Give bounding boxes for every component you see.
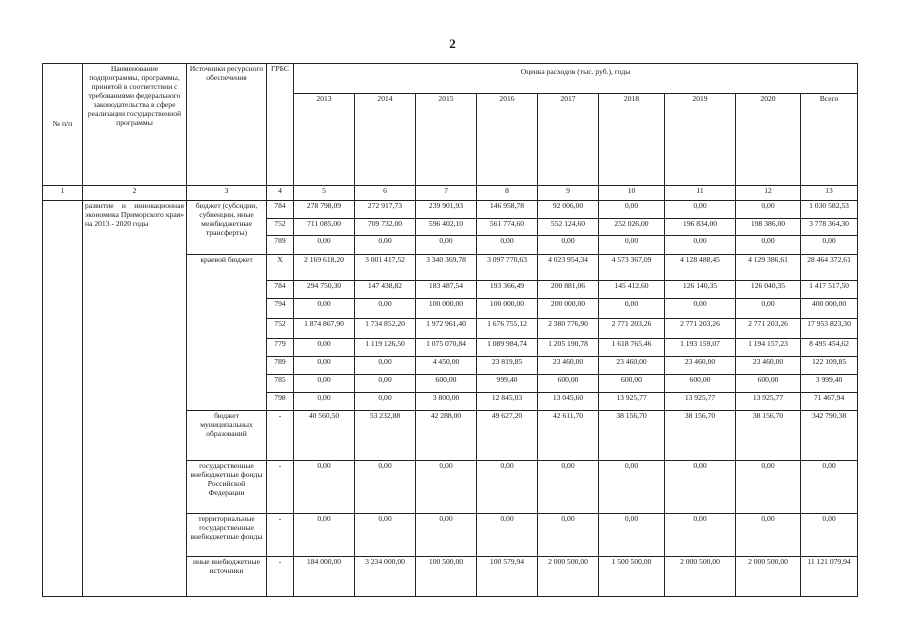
year-value-cell: 0,00 [294,393,355,411]
year-value-cell: 100 000,00 [477,299,538,319]
year-value-cell: 0,00 [294,514,355,557]
year-value-cell: 0,00 [599,514,665,557]
total-value-cell: 122 109,85 [801,357,858,375]
year-value-cell: 38 156,70 [736,411,801,461]
year-value-cell: 1 618 765,46 [599,339,665,357]
year-value-cell: 0,00 [355,299,416,319]
grbs-code-cell: 794 [267,299,294,319]
year-value-cell: 3 800,00 [416,393,477,411]
header-year: 2013 [294,94,355,186]
expenditure-table [42,63,858,597]
year-value-cell: 4 450,00 [416,357,477,375]
year-value-cell: 1 119 126,50 [355,339,416,357]
year-value-cell: 0,00 [665,461,736,514]
year-value-cell: 100 579,94 [477,557,538,597]
header-year: 2015 [416,94,477,186]
header-year: 2017 [538,94,599,186]
column-number: 8 [477,186,538,201]
total-value-cell: 0,00 [801,461,858,514]
year-value-cell: 294 750,30 [294,281,355,299]
year-value-cell: 552 124,60 [538,219,599,236]
grbs-code-cell: - [267,461,294,514]
year-value-cell: 2 380 776,90 [538,319,599,339]
year-value-cell: 0,00 [665,236,736,255]
year-value-cell: 23 819,85 [477,357,538,375]
year-value-cell: 2 771 203,26 [599,319,665,339]
year-value-cell: 2 169 618,20 [294,255,355,281]
total-value-cell: 3 999,40 [801,375,858,393]
year-value-cell: 38 156,70 [665,411,736,461]
year-value-cell: 0,00 [355,357,416,375]
year-value-cell: 0,00 [416,236,477,255]
year-value-cell: 23 460,00 [599,357,665,375]
table-body [43,201,858,597]
year-value-cell: 4 128 488,45 [665,255,736,281]
year-value-cell: 13 925,77 [599,393,665,411]
year-value-cell: 1 089 984,74 [477,339,538,357]
total-value-cell: 0,00 [801,514,858,557]
year-value-cell: 1 874 867,90 [294,319,355,339]
year-value-cell: 0,00 [477,514,538,557]
column-number: 5 [294,186,355,201]
year-value-cell: 0,00 [294,461,355,514]
year-value-cell: 53 232,88 [355,411,416,461]
year-value-cell: 126 040,35 [736,281,801,299]
grbs-code-cell: 798 [267,393,294,411]
year-value-cell: 0,00 [477,236,538,255]
column-number: 13 [801,186,858,201]
grbs-code-cell: 789 [267,357,294,375]
year-value-cell: 3 234 000,00 [355,557,416,597]
column-number: 9 [538,186,599,201]
year-value-cell: 3 001 417,52 [355,255,416,281]
year-value-cell: 239 901,93 [416,201,477,219]
year-value-cell: 92 006,00 [538,201,599,219]
year-value-cell: 200 881,06 [538,281,599,299]
year-value-cell: 147 438,82 [355,281,416,299]
total-value-cell: 400 000,00 [801,299,858,319]
year-value-cell: 2 000 500,00 [538,557,599,597]
year-value-cell: 600,00 [665,375,736,393]
year-value-cell: 4 129 386,61 [736,255,801,281]
year-value-cell: 0,00 [599,201,665,219]
year-value-cell: 126 140,35 [665,281,736,299]
year-value-cell: 1 734 852,20 [355,319,416,339]
year-value-cell: 2 000 500,00 [736,557,801,597]
total-value-cell: 11 121 079,94 [801,557,858,597]
year-value-cell: 0,00 [736,461,801,514]
total-value-cell: 1 030 582,53 [801,201,858,219]
column-number-row [43,186,858,201]
year-value-cell: 13 925,77 [665,393,736,411]
funding-source-cell: иные внебюджетные источники [187,557,267,597]
year-value-cell: 38 156,70 [599,411,665,461]
header-program-name: Наименование подпрограммы, программы, принятой в соответствии с требованиями федерального законодательства в сфере реализации государственной программы [83,64,187,186]
year-value-cell: 3 340 369,78 [416,255,477,281]
program-name-cell: развитие и инновационная экономика Приморского края» на 2013 - 2020 годы [83,201,187,597]
year-value-cell: 0,00 [416,514,477,557]
total-value-cell: 8 495 454,62 [801,339,858,357]
year-value-cell: 0,00 [294,299,355,319]
year-value-cell: 0,00 [665,514,736,557]
year-value-cell: 0,00 [538,514,599,557]
year-value-cell: 999,40 [477,375,538,393]
year-value-cell: 0,00 [736,236,801,255]
grbs-code-cell: 789 [267,236,294,255]
column-number: 10 [599,186,665,201]
year-value-cell: 196 834,00 [665,219,736,236]
year-value-cell: 1 075 070,84 [416,339,477,357]
year-value-cell: 0,00 [736,299,801,319]
year-value-cell: 561 774,60 [477,219,538,236]
funding-source-cell: бюджет (субсидии, субвенции, иные межбюджетные трансферты) [187,201,267,255]
row-number-cell [43,201,83,597]
year-value-cell: 0,00 [294,357,355,375]
year-value-cell: 596 402,10 [416,219,477,236]
year-value-cell: 1 676 755,12 [477,319,538,339]
year-value-cell: 4 573 367,09 [599,255,665,281]
year-value-cell: 198 386,00 [736,219,801,236]
year-value-cell: 1 500 500,00 [599,557,665,597]
year-value-cell: 1 205 190,78 [538,339,599,357]
year-value-cell: 2 000 500,00 [665,557,736,597]
grbs-code-cell: X [267,255,294,281]
year-value-cell: 0,00 [665,299,736,319]
grbs-code-cell: - [267,514,294,557]
year-value-cell: 0,00 [294,236,355,255]
year-value-cell: 1 972 961,40 [416,319,477,339]
year-value-cell: 709 732,00 [355,219,416,236]
page-number: 2 [449,36,456,51]
year-value-cell: 600,00 [599,375,665,393]
header-year: 2014 [355,94,416,186]
header-year: 2018 [599,94,665,186]
year-value-cell: 600,00 [736,375,801,393]
year-value-cell: 184 000,00 [294,557,355,597]
header-total: Всего [801,94,858,186]
year-value-cell: 1 194 157,23 [736,339,801,357]
year-value-cell: 0,00 [665,201,736,219]
year-value-cell: 2 771 203,26 [665,319,736,339]
header-sources: Источники ресурсного обеспечения [187,64,267,186]
grbs-code-cell: - [267,411,294,461]
column-number: 2 [83,186,187,201]
table-header [43,64,858,201]
year-value-cell: 145 412,60 [599,281,665,299]
year-value-cell: 0,00 [355,514,416,557]
total-value-cell: 3 778 364,30 [801,219,858,236]
year-value-cell: 100 000,00 [416,299,477,319]
header-estimate: Оценка расходов (тыс. руб.), годы [294,64,858,94]
year-value-cell: 42 288,00 [416,411,477,461]
year-value-cell: 200 000,00 [538,299,599,319]
year-value-cell: 0,00 [416,461,477,514]
year-value-cell: 0,00 [599,236,665,255]
year-value-cell: 600,00 [538,375,599,393]
year-value-cell: 100 500,00 [416,557,477,597]
year-value-cell: 193 366,49 [477,281,538,299]
column-number: 7 [416,186,477,201]
total-value-cell: 28 464 372,61 [801,255,858,281]
table-row [43,201,858,219]
year-value-cell: 23 460,00 [538,357,599,375]
year-value-cell: 0,00 [736,201,801,219]
grbs-code-cell: 779 [267,339,294,357]
header-number: № п/п [43,64,83,186]
year-value-cell: 2 771 203,26 [736,319,801,339]
header-grbs: ГРБС [267,64,294,186]
year-value-cell: 1 193 159,07 [665,339,736,357]
funding-source-cell: краевой бюджет [187,255,267,411]
funding-source-cell: государственные внебюджетные фонды Российской Федерации [187,461,267,514]
year-value-cell: 146 958,78 [477,201,538,219]
header-year: 2020 [736,94,801,186]
year-value-cell: 0,00 [355,461,416,514]
grbs-code-cell: 784 [267,201,294,219]
year-value-cell: 0,00 [355,393,416,411]
year-value-cell: 0,00 [477,461,538,514]
grbs-code-cell: 784 [267,281,294,299]
grbs-code-cell: 752 [267,219,294,236]
column-number: 6 [355,186,416,201]
total-value-cell: 17 953 823,30 [801,319,858,339]
year-value-cell: 0,00 [355,375,416,393]
total-value-cell: 0,00 [801,236,858,255]
grbs-code-cell: 785 [267,375,294,393]
total-value-cell: 71 467,94 [801,393,858,411]
year-value-cell: 13 045,60 [538,393,599,411]
year-value-cell: 0,00 [538,461,599,514]
year-value-cell: 0,00 [294,339,355,357]
year-value-cell: 23 460,00 [736,357,801,375]
year-value-cell: 0,00 [538,236,599,255]
column-number: 3 [187,186,267,201]
year-value-cell: 3 097 770,63 [477,255,538,281]
year-value-cell: 40 560,50 [294,411,355,461]
year-value-cell: 252 026,00 [599,219,665,236]
year-value-cell: 0,00 [599,299,665,319]
year-value-cell: 12 845,03 [477,393,538,411]
column-number: 12 [736,186,801,201]
year-value-cell: 278 798,09 [294,201,355,219]
year-value-cell: 600,00 [416,375,477,393]
year-value-cell: 183 487,54 [416,281,477,299]
year-value-cell: 272 917,73 [355,201,416,219]
grbs-code-cell: - [267,557,294,597]
year-value-cell: 23 460,00 [665,357,736,375]
header-year: 2019 [665,94,736,186]
year-value-cell: 4 023 954,34 [538,255,599,281]
funding-source-cell: бюджет муниципальных образований [187,411,267,461]
column-number: 4 [267,186,294,201]
year-value-cell: 49 627,20 [477,411,538,461]
year-value-cell: 42 611,70 [538,411,599,461]
year-value-cell: 0,00 [736,514,801,557]
year-value-cell: 0,00 [599,461,665,514]
year-value-cell: 0,00 [294,375,355,393]
year-value-cell: 711 085,00 [294,219,355,236]
funding-source-cell: территориальные государственные внебюджетные фонды [187,514,267,557]
total-value-cell: 342 790,38 [801,411,858,461]
grbs-code-cell: 752 [267,319,294,339]
year-value-cell: 13 925,77 [736,393,801,411]
column-number: 11 [665,186,736,201]
total-value-cell: 1 417 517,50 [801,281,858,299]
column-number: 1 [43,186,83,201]
year-value-cell: 0,00 [355,236,416,255]
header-year: 2016 [477,94,538,186]
